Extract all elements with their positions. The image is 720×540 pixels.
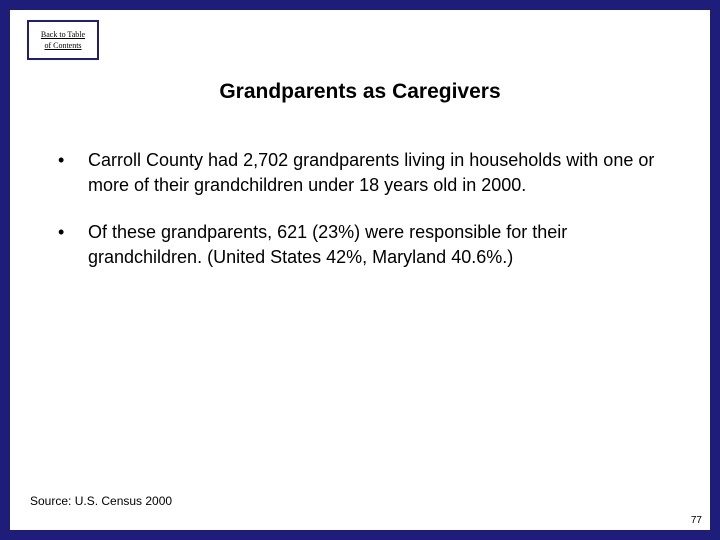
bullet-marker: • (58, 222, 65, 242)
back-to-contents-label[interactable] (41, 29, 85, 51)
bullet-item (58, 220, 678, 270)
bullet-text: Of these grandparents, 621 (23%) were responsible for their grandchildren. (United States 42%, Maryland 40.6%.) (88, 222, 568, 267)
back-to-contents-button[interactable] (27, 20, 99, 60)
slide-title: Grandparents as Caregivers (219, 80, 501, 103)
bullet-text: Carroll County had 2,702 grandparents living in households with one or more of their grandchildren under 18 years old in 2000. (88, 150, 655, 195)
bullet-item (58, 148, 678, 198)
back-link-line-2[interactable]: of Contents (44, 41, 82, 50)
back-link-line-1[interactable]: Back to Table (40, 30, 86, 39)
slide (10, 10, 710, 530)
bullet-marker: • (58, 150, 65, 170)
bullet-list (58, 148, 678, 292)
page-number: 77 (690, 515, 702, 526)
source-note: Source: U.S. Census 2000 (30, 494, 173, 508)
